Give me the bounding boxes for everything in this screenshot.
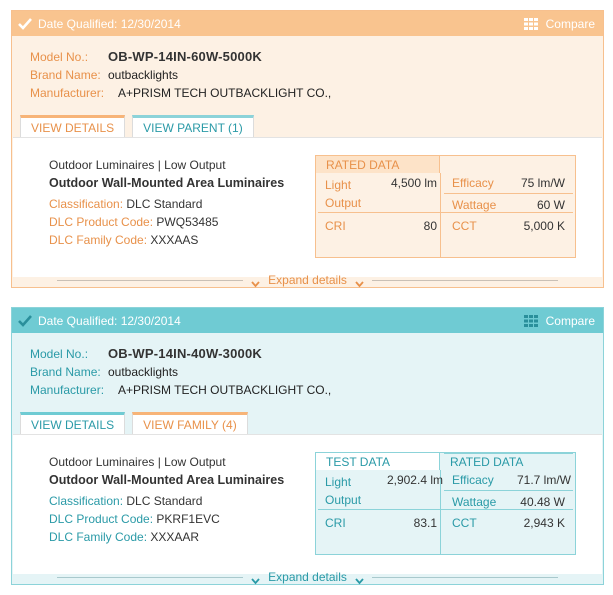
expand-details[interactable] [57,570,558,584]
divider [444,453,573,454]
card-tabs [20,412,248,434]
expand-details-label: Expand details [268,570,347,584]
brand-name: outbacklights [108,365,179,379]
rated-data-tab[interactable]: RATED DATA [440,453,533,470]
manufacturer-label: Manufacturer: [30,383,105,397]
tab-view-family[interactable]: VIEW FAMILY (4) [132,412,248,434]
product-card [11,10,604,288]
cct-value: 2,943 K [523,516,565,530]
card-header [12,11,603,36]
cri-value: 83.1 [413,516,437,530]
model-label: Model No.: [30,347,89,361]
wattage-value: 40.48 W [520,495,565,509]
efficacy-value: 71.7 lm/W [516,473,571,487]
divider [57,577,243,578]
light-output-label: Light Output [325,178,362,210]
product-code-value: PWQ53485 [156,215,219,229]
category: Outdoor Luminaires | Low Output [49,455,226,469]
category: Outdoor Luminaires | Low Output [49,158,226,172]
checkmark-icon [18,314,32,328]
wattage-label: Wattage [452,495,497,509]
compare-label: Compare [545,313,595,328]
chevron-down-icon [355,574,364,581]
divider [444,490,573,491]
grid-icon [524,315,538,327]
classification-value: DLC Standard [126,197,203,211]
wattage-value: 60 W [536,198,565,212]
checkmark-icon [18,17,32,31]
card-tabs [20,115,254,137]
cri-label: CRI [325,219,346,233]
compare-button[interactable] [524,314,595,328]
family-code-label: DLC Family Code: [49,530,148,544]
family-code-value: XXXAAS [150,233,199,247]
cri-value: 80 [423,219,437,233]
grid-icon [524,18,538,30]
category-title: Outdoor Wall-Mounted Area Luminaires [49,176,285,190]
model-label: Model No.: [30,50,89,64]
manufacturer-name: A+PRISM TECH OUTBACKLIGHT CO., [118,383,332,397]
divider [372,577,558,578]
manufacturer-label: Manufacturer: [30,86,105,100]
divider [372,280,558,281]
test-rated-data-box [315,452,576,555]
brand-name: outbacklights [108,68,179,82]
divider [444,193,573,194]
efficacy-label: Efficacy [452,473,494,487]
efficacy-label: Efficacy [452,176,494,190]
chevron-down-icon [355,277,364,284]
classification-value: DLC Standard [126,494,203,508]
chevron-down-icon [251,574,260,581]
product-info [12,333,603,399]
date-qualified: Date Qualified: 12/30/2014 [38,313,181,328]
tab-view-details[interactable]: VIEW DETAILS [20,412,125,434]
divider [57,280,243,281]
cct-label: CCT [452,516,477,530]
light-output-label: Light Output [325,475,362,507]
test-data-tab[interactable]: TEST DATA [316,453,440,470]
rated-data-box [315,155,576,258]
manufacturer-name: A+PRISM TECH OUTBACKLIGHT CO., [118,86,332,100]
details-panel [13,434,602,584]
product-code-value: PKRF1EVC [156,512,220,526]
classification-label: Classification: [49,494,124,508]
family-code-value: XXXAAR [150,530,200,544]
brand-label: Brand Name: [30,68,101,82]
product-card [11,307,604,585]
category-title: Outdoor Wall-Mounted Area Luminaires [49,473,285,487]
divider [440,173,441,257]
family-code-label: DLC Family Code: [49,233,148,247]
efficacy-value: 75 lm/W [520,176,565,190]
date-qualified: Date Qualified: 12/30/2014 [38,16,181,31]
expand-details-label: Expand details [268,273,347,287]
tab-view-parent[interactable]: VIEW PARENT (1) [132,115,254,137]
light-output-value: 4,500 lm [390,176,437,190]
tab-view-details[interactable]: VIEW DETAILS [20,115,125,137]
classification-label: Classification: [49,197,124,211]
expand-details[interactable] [57,273,558,287]
cri-label: CRI [325,516,346,530]
divider [318,509,573,510]
divider [318,212,573,213]
card-header [12,308,603,333]
wattage-label: Wattage [452,198,497,212]
cct-value: 5,000 K [523,219,565,233]
model-number: OB-WP-14IN-60W-5000K [108,49,262,64]
details-panel [13,137,602,287]
rated-data-tab[interactable]: RATED DATA [316,156,440,173]
compare-button[interactable] [524,17,595,31]
brand-label: Brand Name: [30,365,101,379]
product-code-label: DLC Product Code: [49,512,154,526]
cct-label: CCT [452,219,477,233]
compare-label: Compare [545,16,595,31]
product-code-label: DLC Product Code: [49,215,154,229]
product-info [12,36,603,102]
model-number: OB-WP-14IN-40W-3000K [108,346,262,361]
light-output-value: 2,902.4 lm [386,473,443,487]
chevron-down-icon [251,277,260,284]
